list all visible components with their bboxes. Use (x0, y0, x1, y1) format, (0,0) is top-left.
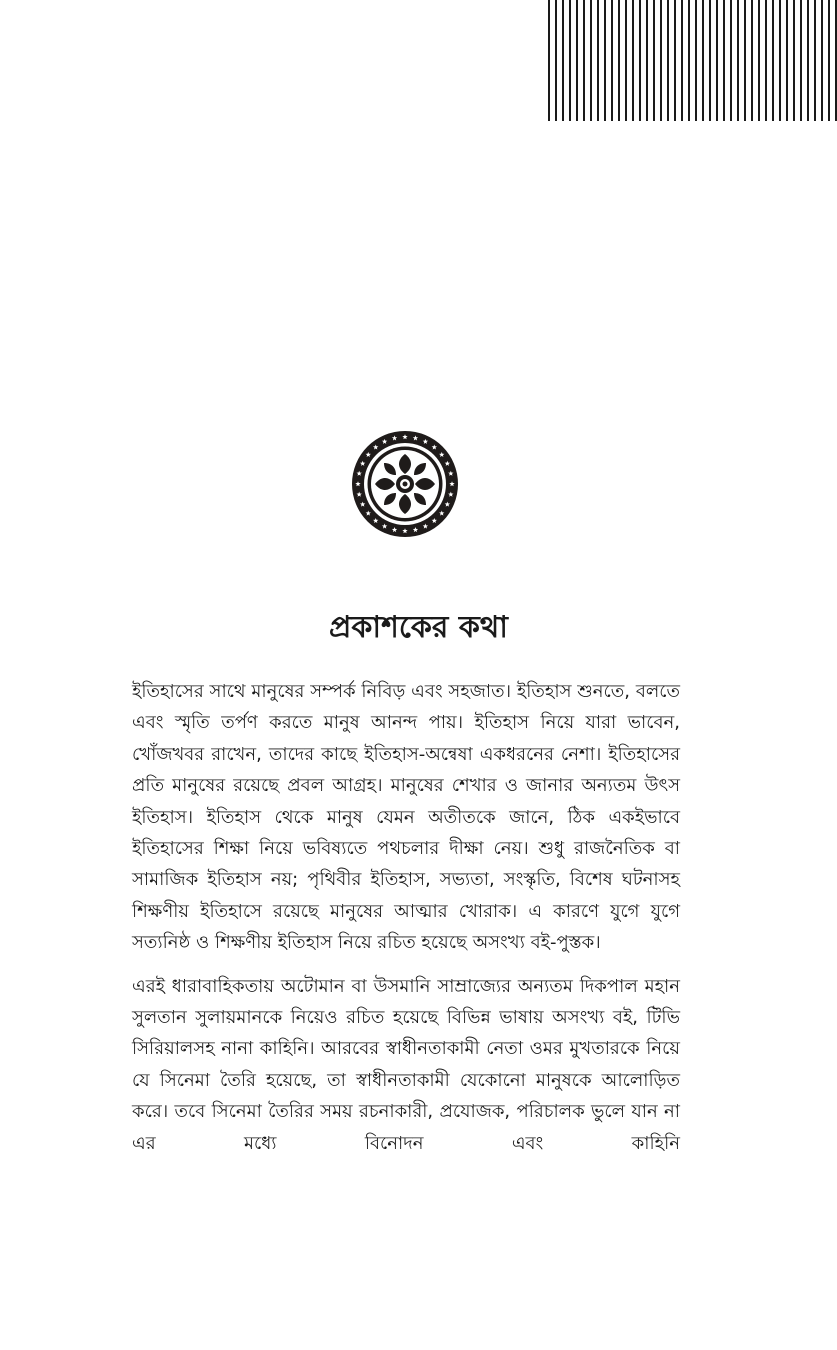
paragraph: ইতিহাসের সাথে মানুষের সম্পর্ক নিবিড় এবং সহজাত। ইতিহাস শুনতে, বলতে এবং স্মৃতি তর্পণ করতে মানুষ আনন্দ পায়। ইতিহাস নিয়ে যারা ভাবেন, খোঁজখবর রাখেন, তাদের কাছে ইতিহাস-অন্বেষা একধরনের নেশা। ইতিহাসের প্রতি মানুষের রয়েছে প্রবল আগ্রহ। মানুষের শেখার ও জানার অন্যতম উৎস ইতিহাস। ইতিহাস থেকে মানুষ যেমন অতীতকে জানে, ঠিক একইভাবে ইতিহাসের শিক্ষা নিয়ে ভবিষ্যতে পথচলার দীক্ষা নেয়। শুধু রাজনৈতিক বা সামাজিক ইতিহাস নয়; পৃথিবীর ইতিহাস, সভ্যতা, সংস্কৃতি, বিশেষ ঘটনাসহ শিক্ষণীয় ইতিহাসে রয়েছে মানুষের আত্মার খোরাক। এ কারণে যুগে যুগে সত্যনিষ্ঠ ও শিক্ষণীয় ইতিহাস নিয়ে রচিত হয়েছে অসংখ্য বই-পুস্তক। (132, 681, 680, 954)
page-title: প্রকাশকের কথা (329, 610, 508, 645)
body-text (132, 676, 680, 1171)
ornamental-medallion-icon (351, 430, 459, 538)
striped-corner-decoration (548, 0, 837, 121)
paragraph: এরই ধারাবাহিকতায় অটোমান বা উসমানি সাম্রাজ্যের অন্যতম দিকপাল মহান সুলতান সুলায়মানকে নিয়েও রচিত হয়েছে বিভিন্ন ভাষায় অসংখ্য বই, টিভি সিরিয়ালসহ নানা কাহিনি। আরবের স্বাধীনতাকামী নেতা ওমর মুখতারকে নিয়ে যে সিনেমা তৈরি হয়েছে, তা স্বাধীনতাকামী যেকোনো মানুষকে আলোড়িত করে। তবে সিনেমা তৈরির সময় রচনাকারী, প্রযোজক, পরিচালক ভুলে যান না এর মধ্যে বিনোদন এবং কাহিনি (132, 975, 680, 1154)
